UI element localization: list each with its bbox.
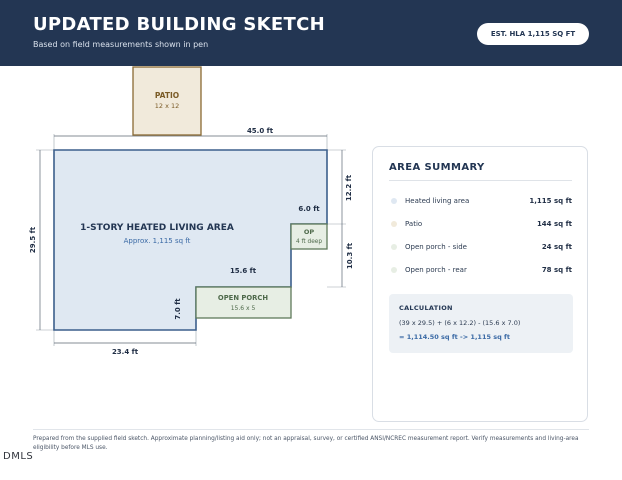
dim-left-height: 29.5 ft: [29, 226, 37, 254]
living-area-approx: Approx. 1,115 sq ft: [123, 237, 191, 245]
dim-bottom-width: 23.4 ft: [111, 348, 139, 356]
summary-row-value: 144 sq ft: [536, 220, 572, 228]
living-area-label: 1-STORY HEATED LIVING AREA: [80, 223, 234, 233]
legend-swatch-patio: [391, 221, 397, 227]
summary-row-value: 78 sq ft: [541, 266, 572, 274]
calculation-result: = 1,114.50 sq ft -> 1,115 sq ft: [399, 333, 510, 341]
calculation-title: CALCULATION: [399, 304, 453, 312]
open-porch-size: 15.6 x 5: [230, 305, 256, 312]
header-bar: [0, 0, 622, 66]
page-subtitle: Based on field measurements shown in pen: [33, 40, 209, 49]
mls-logo: DMLS: [3, 451, 34, 462]
disclaimer-note: Prepared from the supplied field sketch. Approximate planning/listing aid only; not an appraisal, survey, or certified ANSI/NCREC measurement report. Verify measurements and living-area eligibility before MLS use.: [33, 436, 579, 451]
summary-row-label: Heated living area: [405, 197, 470, 205]
summary-row-heated: [389, 195, 572, 207]
area-summary-title: AREA SUMMARY: [389, 162, 485, 173]
hla-badge: EST. HLA 1,115 SQ FT: [477, 23, 589, 45]
footer-divider: [33, 429, 589, 430]
legend-swatch-porch-side: [391, 244, 397, 250]
summary-row-label: Patio: [405, 220, 423, 228]
page-title: UPDATED BUILDING SKETCH: [33, 14, 325, 35]
dim-right-upper: 12.2 ft: [345, 174, 353, 202]
dim-right-lower: 10.3 ft: [346, 242, 354, 270]
summary-row-label: Open porch - side: [405, 243, 467, 251]
patio-shape: [133, 67, 201, 135]
calculation-formula: (39 x 29.5) + (6 x 12.2) - (15.6 x 7.0): [399, 319, 521, 327]
op-side-label: OP: [303, 228, 315, 236]
summary-row-porch-rear: [389, 264, 572, 276]
summary-row-patio: [389, 218, 572, 230]
patio-size: 12 x 12: [154, 102, 180, 110]
summary-row-value: 1,115 sq ft: [529, 197, 572, 205]
summary-row-value: 24 sq ft: [541, 243, 572, 251]
dim-porch-depth: 7.0 ft: [174, 298, 182, 320]
open-porch-label: OPEN PORCH: [217, 294, 269, 302]
dim-top-width: 45.0 ft: [246, 127, 274, 135]
legend-swatch-heated: [391, 198, 397, 204]
summary-row-porch-side: [389, 241, 572, 253]
building-sketch: [0, 66, 365, 366]
legend-swatch-porch-rear: [391, 267, 397, 273]
dim-op-width: 6.0 ft: [298, 205, 320, 213]
dim-notch-width: 15.6 ft: [229, 267, 257, 275]
area-summary-panel: [372, 146, 588, 422]
summary-divider: [389, 180, 572, 181]
patio-label: PATIO: [154, 91, 180, 100]
op-side-depth: 4 ft deep: [295, 239, 323, 245]
calculation-box: [389, 294, 573, 353]
open-porch-shape: [196, 287, 291, 318]
summary-row-label: Open porch - rear: [405, 266, 467, 274]
